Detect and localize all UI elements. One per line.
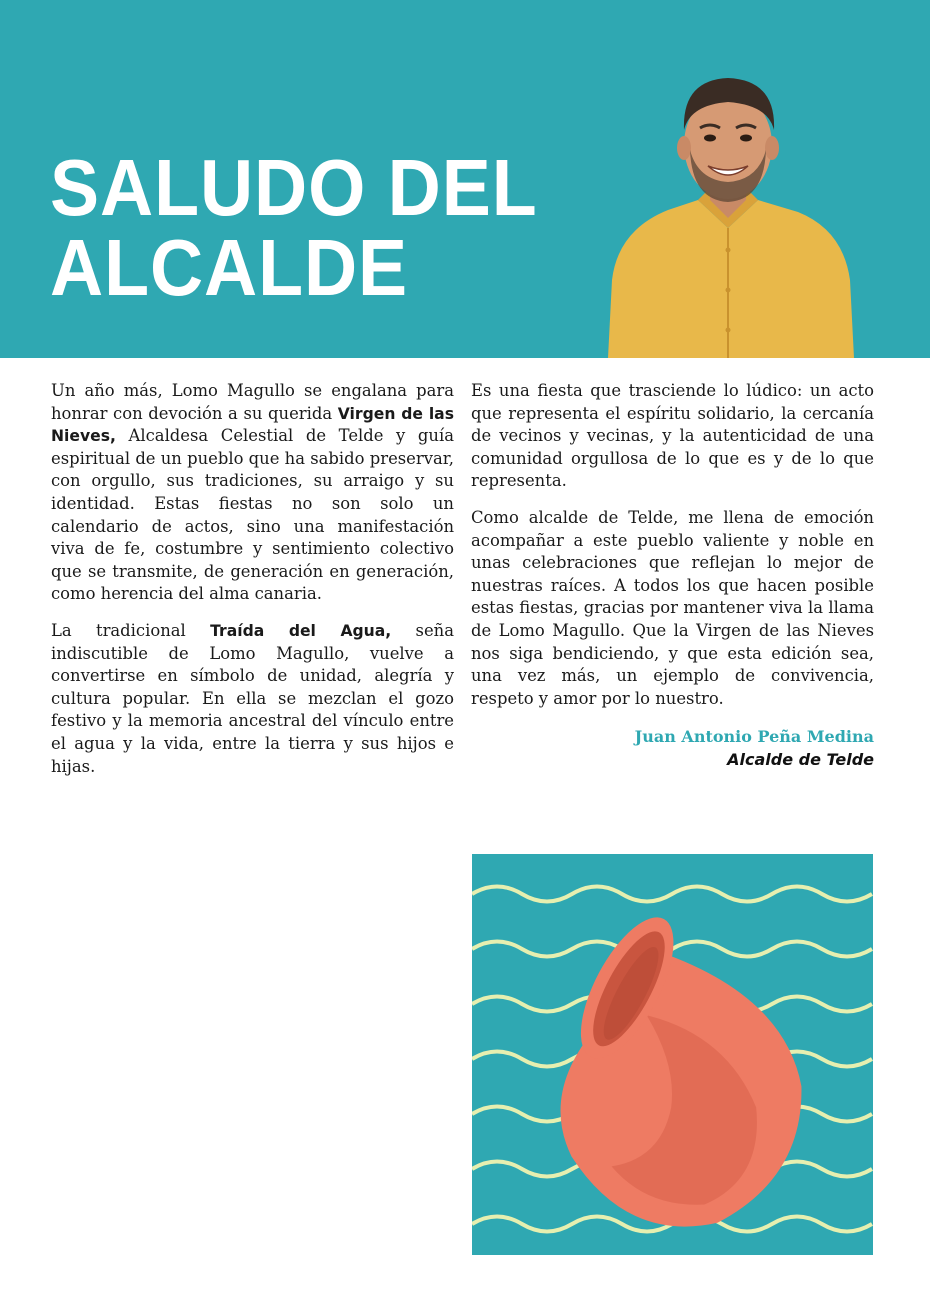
paragraph-1: [51, 380, 454, 606]
mayor-portrait: [598, 50, 858, 358]
paragraph-4: Como alcalde de Telde, me llena de emoción acompañar a este pueblo valiente y noble en unas celebraciones que reflejan lo mejor de nuestras raíces. A todos los que hacen posible estas fiestas, gracias por mantener viva la llama de Lomo Magullo. Que la Virgen de las Nieves nos siga bendiciendo, y que esta edición sea, una vez más, un ejemplo de convivencia, respeto y amor por lo nuestro.: [471, 507, 874, 708]
header-banner: [0, 0, 930, 358]
p2-text-start: La tradicional: [51, 620, 211, 640]
signature-block: [471, 725, 874, 771]
text-column-left: [51, 380, 454, 792]
text-column-right: [471, 380, 874, 724]
water-jug-illustration: [472, 854, 873, 1255]
page-title: SALUDO DEL ALCALDE: [50, 143, 537, 312]
p1-text-start: Un año más, Lomo Magullo se engalana para honrar con devoción a su querida: [51, 381, 454, 423]
p1-bold-text: Virgen de las Nieves,: [51, 404, 454, 446]
paragraph-3: Es una fiesta que trasciende lo lúdico: un acto que representa el espíritu solidario, la cercanía de vecinos y vecinas, y la autenticidad de una comunidad orgullosa de lo que es y de lo que representa.: [471, 381, 874, 491]
p1-text-end: Alcaldesa Celestial de Telde y guía espiritual de un pueblo que ha sabido preservar, con orgullo, sus tradiciones, su arraigo y su identidad. Estas fiestas no son solo un calendario de actos, sino una manifestación viva de fe, costumbre y sentimiento colectivo que se transmite, de generación en generación, como herencia del alma canaria.: [51, 426, 454, 604]
signature-name: Juan Antonio Peña Medina: [634, 727, 874, 746]
p2-text-end: seña indiscutible de Lomo Magullo, vuelve a convertirse en símbolo de unidad, alegría y cultura popular. En ella se mezclan el gozo festivo y la memoria ancestral del vínculo entre el agua y la vida, entre la tierra y sus hijos e hijas.: [51, 620, 454, 776]
paragraph-2: [51, 620, 454, 778]
p2-bold-text: Traída del Agua,: [210, 621, 392, 640]
signature-role: Alcalde de Telde: [727, 750, 874, 769]
